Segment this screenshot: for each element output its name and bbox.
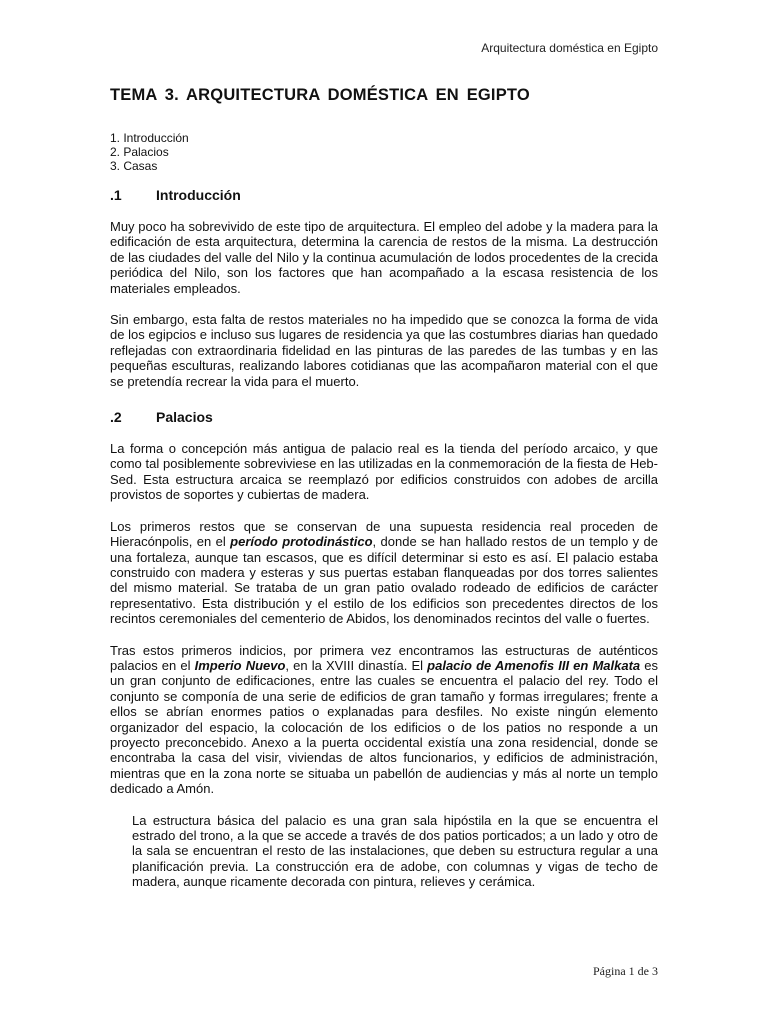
emphasis-text: período protodinástico bbox=[230, 534, 373, 550]
toc-item-palacios: 2. Palacios bbox=[110, 145, 169, 159]
section-heading-introduccion bbox=[110, 187, 658, 203]
page-title: TEMA 3. ARQUITECTURA DOMÉSTICA EN EGIPTO bbox=[110, 86, 530, 104]
text-run: , en la XVIII dinastía. El bbox=[285, 657, 428, 673]
section-number: .1 bbox=[110, 187, 122, 203]
text-run: Los primeros restos que se conservan de una supuesta residencia real proceden de Hieracónpolis, en el bbox=[110, 518, 658, 550]
text-run: , donde se han hallado restos de un templo y de una fortaleza, aunque tan escasos, que es difícil determinar si esto es así. El palacio estaba construido con madera y esteras y sus puertas estaban flanqueadas por dos torres salientes del mismo material. Se trataba de un gran patio ovalado rodeado de edificios de carácter representativo. Esta distribución y el estilo de los edificios son precedentes directos de los recintos ceremoniales del cementerio de Abidos, los denominados recintos del valle o fuertes. bbox=[110, 534, 658, 627]
section-title: Palacios bbox=[156, 409, 213, 426]
document-body bbox=[110, 86, 658, 906]
table-of-contents bbox=[110, 131, 658, 173]
paragraph: La forma o concepción más antigua de palacio real es la tienda del período arcaico, y que como tal posiblemente sobreviviese en las utilizadas en la conmemoración de la fiesta de Heb-Sed. Esta estructura arcaica se reemplazó por edificios construidos con adobes de arcilla provistos de soportes y cubiertas de madera. bbox=[110, 441, 658, 503]
toc-item-introduccion: 1. Introducción bbox=[110, 131, 189, 145]
emphasis-text: palacio de Amenofis III en Malkata bbox=[427, 657, 641, 673]
section-number: .2 bbox=[110, 409, 122, 426]
text-run: es un gran conjunto de edificaciones, entre las cuales se encuentra el palacio del rey. Todo el conjunto se componía de una serie de edificios de gran tamaño y formas irregulares; frente a ellos se abrían enormes patios o explanadas para desfiles. No existe ningún elemento organizador del espacio, la colocación de los edificios o de los patios no responde a un proyecto preconcebido. Anexo a la puerta occidental existía una zona residencial, donde se encontraba la casa del visir, viviendas de altos funcionarios, y edificios de administración, mientras que en la zona norte se situaba un pabellón de audiencias y más al norte un templo dedicado a Amón. bbox=[110, 657, 658, 797]
indented-paragraph: La estructura básica del palacio es una gran sala hipóstila en la que se encuentra el estrado del trono, a la que se accede a través de dos patios porticados; a un lado y otro de la sala se encuentran el resto de las instalaciones, que deben su estructura regular a una planificación previa. La construcción era de adobe, con columnas y vigas de techo de madera, aunque ricamente decorada con pintura, relieves y cerámica. bbox=[132, 812, 658, 890]
paragraph bbox=[110, 643, 658, 797]
text-run: Tras estos primeros indicios, por primera vez encontramos las estructuras de auténticos palacios en el bbox=[110, 642, 658, 673]
page-number: Página 1 de 3 bbox=[593, 964, 658, 978]
paragraph: Muy poco ha sobrevivido de este tipo de arquitectura. El empleo del adobe y la madera para la edificación de esta arquitectura, determina la carencia de restos de la misma. La destrucción de las ciudades del valle del Nilo y la continua acumulación de lodos procedentes de la crecida periódica del Nilo, son los factores que han acompañado a la escasa resistencia de los materiales empleados. bbox=[110, 219, 658, 296]
running-header: Arquitectura doméstica en Egipto bbox=[481, 41, 658, 55]
paragraph: Sin embargo, esta falta de restos materiales no ha impedido que se conozca la forma de vida de los egipcios e incluso sus lugares de residencia ya que las costumbres diarias han quedado reflejadas con extraordinaria fidelidad en las pinturas de las paredes de las tumbas y en las pequeñas esculturas, realizando labores cotidianas que las acompañaron material con el que se pretendía recrear la vida para el muerto. bbox=[110, 312, 658, 389]
section-heading-palacios bbox=[110, 409, 658, 425]
toc-item-casas: 3. Casas bbox=[110, 159, 158, 173]
section-title: Introducción bbox=[156, 187, 241, 203]
paragraph bbox=[110, 519, 658, 627]
emphasis-text: Imperio Nuevo bbox=[194, 657, 286, 673]
